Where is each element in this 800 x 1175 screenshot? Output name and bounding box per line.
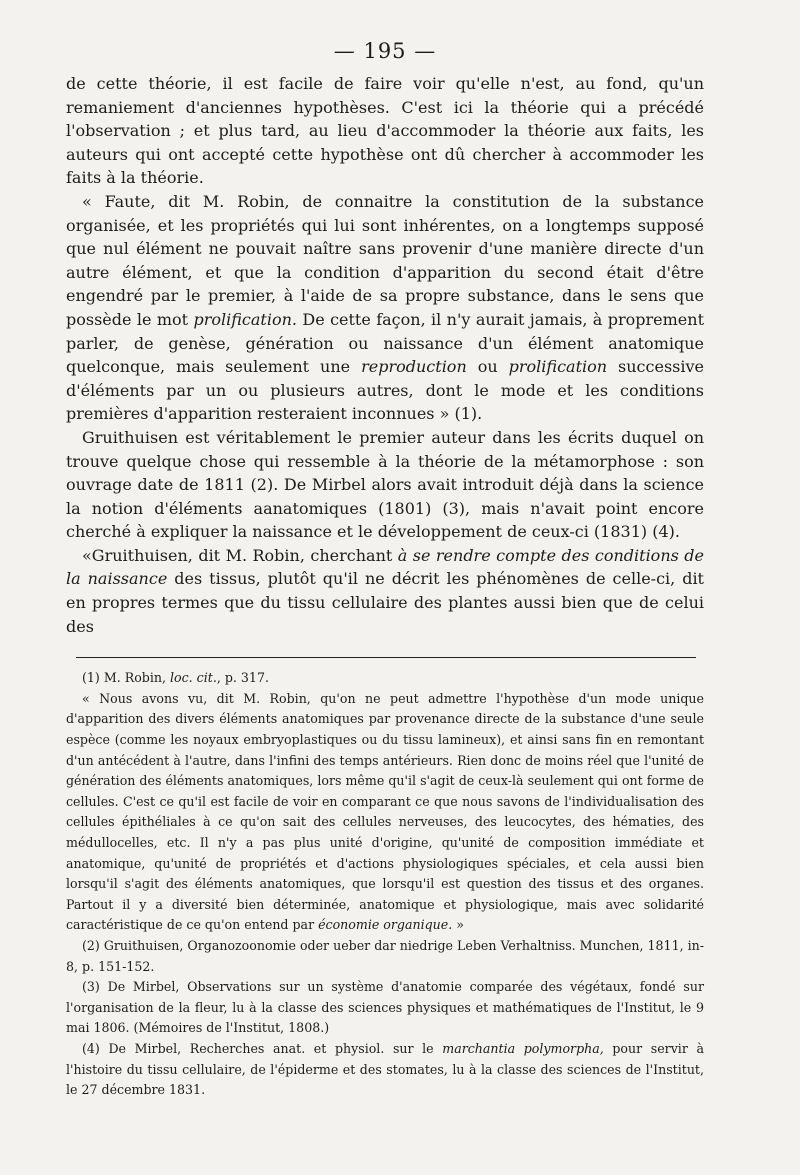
document-page — [66, 38, 704, 1101]
footnote-2-text: (2) Gruithuisen, Organozoonomie oder ueber dar niedrige Leben Verhaltniss. Munchen, 1811, in-8, p. 151-152. — [66, 937, 704, 974]
footnote-separator — [76, 657, 696, 658]
paragraph-4-text-a: «Gruithuisen, dit M. Robin, cherchant — [82, 545, 398, 565]
footnote-1 — [66, 668, 704, 689]
italic-prolification-2: prolification — [508, 357, 608, 377]
footnote-1-quote-italic: économie organique. — [318, 917, 453, 933]
footnote-4-italic: marchantia polymorpha, — [442, 1040, 604, 1056]
paragraph-2-text-c: ou — [466, 357, 509, 377]
page-number: — 195 — — [333, 39, 437, 63]
paragraph-3-gruithuisen — [66, 426, 704, 544]
footnote-3 — [66, 977, 704, 1039]
italic-prolification: prolification. — [193, 309, 297, 329]
paragraph-2-text-d: successive d'éléments par un ou plusieurs autres, dont le mode et les conditions premières d'apparition resteraient inconnues » (1). — [66, 357, 704, 424]
paragraph-3-text: Gruithuisen est véritablement le premier auteur dans les écrits duquel on trouve quelque chose qui ressemble à la théorie de la métamorphose : son ouvrage date de 1811 (2). De Mirbel alors avait introduit déjà dans la science la notion d'éléments aanatomiques (1801) (3), mais n'avait point encore cherché à expliquer la naissance et le développement de ceux-ci (1831) (4). — [66, 427, 704, 542]
footnote-1-quote-text-a: « Nous avons vu, dit M. Robin, qu'on ne peut admettre l'hypothèse d'un mode unique d'apparition des divers éléments anatomiques par provenance directe de la substance d'une seule espèce (comme les noyaux embryoplastiques ou du tissu lamineux), et ainsi sans fin en remontant d'un antécédent à l'autre, dans l'infini des temps antérieurs. Rien donc de moins réel que l'unité de génération des éléments anatomiques, lors même qu'il s'agit de ceux-là seulement qui ont forme de cellules. C'est ce qu'il est facile de voir en comparant ce que nous savons de l'individualisation des cellules épithéliales à ce qu'on sait des cellules nerveuses, des leucocytes, des hématies, des médullocelles, etc. Il n'y a pas plus unité d'origine, qu'unité de composition immédiate et anatomique, qu'unité de propriétés et d'actions physiologiques spéciales, et cela aussi bien lorsqu'il s'agit des éléments anatomiques, que lorsqu'il est question des tissus et des organes. Partout il y a diversité bien déterminée, anatomique et physiologique, mais avec solidarité caractéristique de ce qu'on entend par — [66, 690, 704, 933]
footnote-4 — [66, 1039, 704, 1101]
footnotes — [66, 668, 704, 1100]
italic-conditions-naissance: à se rendre compte des conditions de la naissance — [66, 545, 704, 589]
footnote-1-quote — [66, 689, 704, 936]
paragraph-2-text-a: « Faute, dit M. Robin, de connaitre la constitution de la substance organisée, et les propriétés qui lui sont inhérentes, on a longtemps supposé que nul élément ne pouvait naître sans provenir d'une manière directe d'un autre élément, et que la condition d'apparition du second était d'être engendré par le premier, à l'aide de sa propre substance, dans le sens que possède le mot — [66, 191, 704, 329]
footnote-4-text-b: pour servir à l'histoire du tissu cellulaire, de l'épiderme et des stomates, lu à la classe des sciences de l'Institut, le 27 décembre 1831. — [66, 1040, 704, 1098]
paragraph-4-text-b: des tissus, plutôt qu'il ne décrit les phénomènes de celle-ci, dit en propres termes que du tissu cellulaire des plantes aussi bien que de celui des — [66, 569, 704, 636]
footnote-3-text: (3) De Mirbel, Observations sur un système d'anatomie comparée des végétaux, fondé sur l'organisation de la fleur, lu à la classe des sciences physiques et mathématiques de l'Institut, le 9 mai 1806. (Mémoires de l'Institut, 1808.) — [66, 979, 704, 1036]
footnote-1-italic: loc. cit. — [170, 670, 217, 686]
footnote-4-text-a: (4) De Mirbel, Recherches anat. et physiol. sur le — [82, 1040, 443, 1056]
paragraph-4-gruithuisen-quote — [66, 544, 704, 638]
footnote-1-quote-text-b: » — [452, 917, 464, 933]
main-text — [66, 72, 704, 638]
paragraph-2-text-b: De cette façon, il n'y aurait jamais, à proprement parler, de genèse, génération ou naissance d'un élément anatomique quelconque, mais seulement une — [66, 309, 705, 377]
footnote-2 — [66, 936, 704, 977]
footnote-1-text-b: , p. 317. — [216, 670, 269, 686]
paragraph-1 — [66, 72, 704, 190]
italic-reproduction: reproduction — [361, 357, 467, 377]
paragraph-1-text: de cette théorie, il est facile de faire voir qu'elle n'est, au fond, qu'un remaniement d'anciennes hypothèses. C'est ici la théorie qui a précédé l'observation ; et plus tard, au lieu d'accommoder la théorie aux faits, les auteurs qui ont accepté cette hypothèse ont dû chercher à accommoder les faits à la théorie. — [66, 74, 704, 188]
paragraph-2-robin-quote — [66, 190, 704, 426]
footnote-1-text-a: (1) M. Robin, — [82, 670, 171, 686]
